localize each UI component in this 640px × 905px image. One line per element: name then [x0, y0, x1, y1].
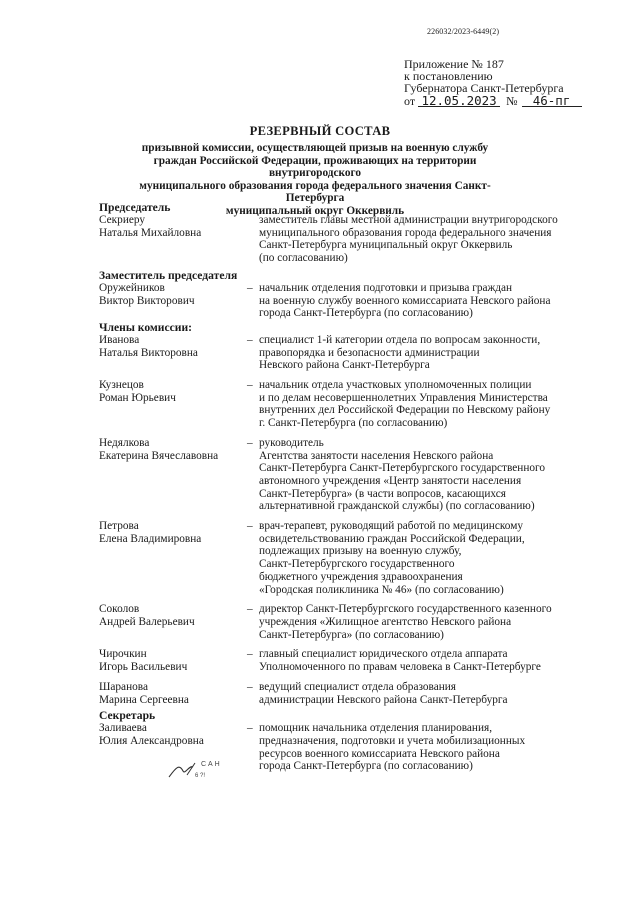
member-given-names: Игорь Васильевич: [99, 661, 188, 674]
member-surname: Недялкова: [99, 436, 150, 449]
position-line: «Городская поликлиника № 46» (по согласованию): [259, 583, 504, 596]
position-line: директор Санкт-Петербургского государственного казенного: [259, 603, 552, 616]
member-given-names: Юлия Александровна: [99, 734, 204, 747]
position-line: освидетельствованию граждан Российской Федерации,: [259, 532, 525, 545]
position-line: помощник начальника отделения планирования,: [259, 722, 493, 735]
member-position: [259, 334, 609, 372]
chair-entry: [99, 214, 609, 265]
member-position: [259, 681, 609, 706]
member-surname: Заливаева: [99, 722, 147, 735]
position-line: руководитель: [259, 436, 324, 449]
position-line: учреждения «Жилищное агентство Невского района: [259, 615, 512, 628]
member-name: [99, 603, 247, 641]
member-surname: Оружейников: [99, 281, 165, 294]
member-position: [259, 437, 609, 513]
position-line: ведущий специалист отдела образования: [259, 680, 456, 693]
member-given-names: Елена Владимировна: [99, 532, 202, 545]
position-line: и по делам несовершеннолетних Управления Министерства: [259, 391, 548, 404]
member-position: [259, 520, 609, 596]
annex-date-row: [404, 92, 582, 108]
member-name: [99, 520, 247, 596]
position-line: Санкт-Петербурга Санкт-Петербургского государственного: [259, 462, 546, 475]
member-given-names: Наталья Михайловна: [99, 226, 202, 239]
position-line: администрации Невского района Санкт-Петербурга: [259, 693, 508, 706]
member-position: [259, 379, 609, 430]
position-line: Уполномоченного по правам человека в Санкт-Петербурге: [259, 661, 541, 674]
position-line: начальник отдела участковых уполномоченных полиции: [259, 379, 532, 392]
dash-separator: –: [247, 722, 253, 735]
number-prefix: №: [506, 93, 518, 108]
subtitle-line: муниципальный округ Оккервиль: [225, 204, 405, 217]
commission-member: [99, 681, 609, 706]
position-line: ресурсов военного комиссариата Невского района: [259, 747, 500, 760]
member-surname: Петрова: [99, 520, 139, 533]
position-line: начальник отделения подготовки и призыва граждан: [259, 281, 513, 294]
member-given-names: Екатерина Вячеславовна: [99, 449, 219, 462]
dash-separator: –: [247, 436, 253, 449]
dash-separator: –: [247, 648, 253, 661]
member-name: [99, 437, 247, 513]
member-position: [259, 214, 609, 265]
decree-number: 46-пг: [522, 95, 582, 107]
member-name: [99, 648, 247, 673]
subtitle-line: призывной комиссии, осуществляющей призыв на военную службу: [141, 142, 489, 154]
commission-member: [99, 603, 609, 641]
secretary-heading: Секретарь: [99, 709, 156, 723]
annex-line-3: Губернатора Санкт-Петербурга: [404, 81, 564, 96]
member-surname: Иванова: [99, 333, 140, 346]
member-position: [259, 722, 609, 773]
position-line: г. Санкт-Петербурга (по согласованию): [259, 417, 448, 430]
position-line: внутренних дел Российской Федерации по Невскому району: [259, 404, 551, 417]
position-line: Санкт-Петербурга» (в части вопросов, касающихся: [259, 487, 506, 500]
chair-heading: Председатель: [99, 201, 171, 214]
dash-separator: –: [247, 281, 253, 294]
member-name: [99, 282, 247, 320]
member-surname: Секриеру: [99, 214, 146, 226]
commission-member: [99, 648, 609, 673]
svg-text:С А Н: С А Н: [201, 761, 220, 768]
commission-member: [99, 214, 609, 265]
member-surname: Шаранова: [99, 680, 148, 693]
commission-member: [99, 520, 609, 596]
position-line: Агентства занятости населения Невского района: [259, 449, 494, 462]
members-heading: Члены комиссии:: [99, 320, 192, 334]
member-given-names: Наталья Викторовна: [99, 346, 198, 359]
dash-separator: –: [247, 680, 253, 693]
decree-date: 12.05.2023: [418, 95, 500, 107]
deputy-heading: Заместитель председателя: [99, 268, 238, 282]
members-list: [99, 334, 609, 706]
position-line: врач-терапевт, руководящий работой по медицинскому: [259, 520, 523, 533]
subtitle-line: муниципального образования города федерального значения Санкт-Петербурга: [139, 179, 491, 205]
position-line: альтернативной гражданской службы) (по согласованию): [259, 500, 535, 513]
position-line: заместитель главы местной администрации внутригородского: [259, 214, 558, 226]
position-line: Невского района Санкт-Петербурга: [259, 359, 430, 372]
member-given-names: Роман Юрьевич: [99, 391, 176, 404]
annex-block: [404, 58, 582, 107]
position-line: (по согласованию): [259, 252, 348, 265]
dash-separator: [247, 214, 259, 265]
position-line: города Санкт-Петербурга (по согласованию): [259, 760, 473, 773]
annex-line-2: к постановлению: [404, 69, 493, 84]
commission-member: [99, 379, 609, 430]
position-line: Санкт-Петербургского государственного: [259, 558, 455, 571]
subtitle-line: граждан Российской Федерации, проживающих на территории внутригородского: [153, 154, 477, 180]
member-given-names: Андрей Валерьевич: [99, 615, 195, 628]
member-name: [99, 334, 247, 372]
commission-member: [99, 437, 609, 513]
member-given-names: Виктор Викторович: [99, 294, 195, 307]
annex-line-1: Приложение № 187: [404, 57, 504, 71]
dash-separator: –: [247, 520, 253, 533]
deputy-entry: [99, 282, 609, 320]
dash-separator: –: [247, 379, 253, 392]
position-line: города Санкт-Петербурга (по согласованию): [259, 307, 473, 320]
document-title: РЕЗЕРВНЫЙ СОСТАВ: [249, 124, 391, 138]
document-number: 226032/2023-6449(2): [427, 27, 500, 36]
position-line: предназначения, подготовки и учета мобилизационных: [259, 734, 526, 747]
member-name: [99, 379, 247, 430]
position-line: муниципального образования города федерального значения: [259, 226, 552, 239]
svg-text:6 ?!: 6 ?!: [195, 773, 206, 779]
member-position: [259, 603, 609, 641]
position-line: Санкт-Петербурга муниципальный округ Оккервиль: [259, 239, 513, 252]
member-position: [259, 282, 609, 320]
date-prefix: от: [404, 93, 416, 108]
member-surname: Чирочкин: [99, 648, 147, 661]
member-name: [99, 214, 247, 265]
member-surname: Кузнецов: [99, 379, 144, 392]
member-given-names: Марина Сергеевна: [99, 693, 189, 706]
position-line: главный специалист юридического отдела аппарата: [259, 648, 508, 661]
position-line: правопорядка и безопасности администрации: [259, 346, 480, 359]
position-line: на военную службу военного комиссариата Невского района: [259, 294, 551, 307]
commission-list: [99, 201, 609, 773]
dash-separator: –: [247, 603, 253, 616]
member-surname: Соколов: [99, 603, 140, 616]
member-position: [259, 648, 609, 673]
commission-member: [99, 334, 609, 372]
commission-member: [99, 282, 609, 320]
signature-stamp: [165, 757, 225, 781]
dash-separator: –: [247, 333, 253, 346]
position-line: подлежащих призыву на военную службу,: [259, 545, 462, 558]
position-line: автономного учреждения «Центр занятости населения: [259, 474, 522, 487]
position-line: бюджетного учреждения здравоохранения: [259, 570, 463, 583]
position-line: Санкт-Петербурга» (по согласованию): [259, 628, 444, 641]
position-line: специалист 1-й категории отдела по вопросам законности,: [259, 333, 541, 346]
member-name: [99, 681, 247, 706]
